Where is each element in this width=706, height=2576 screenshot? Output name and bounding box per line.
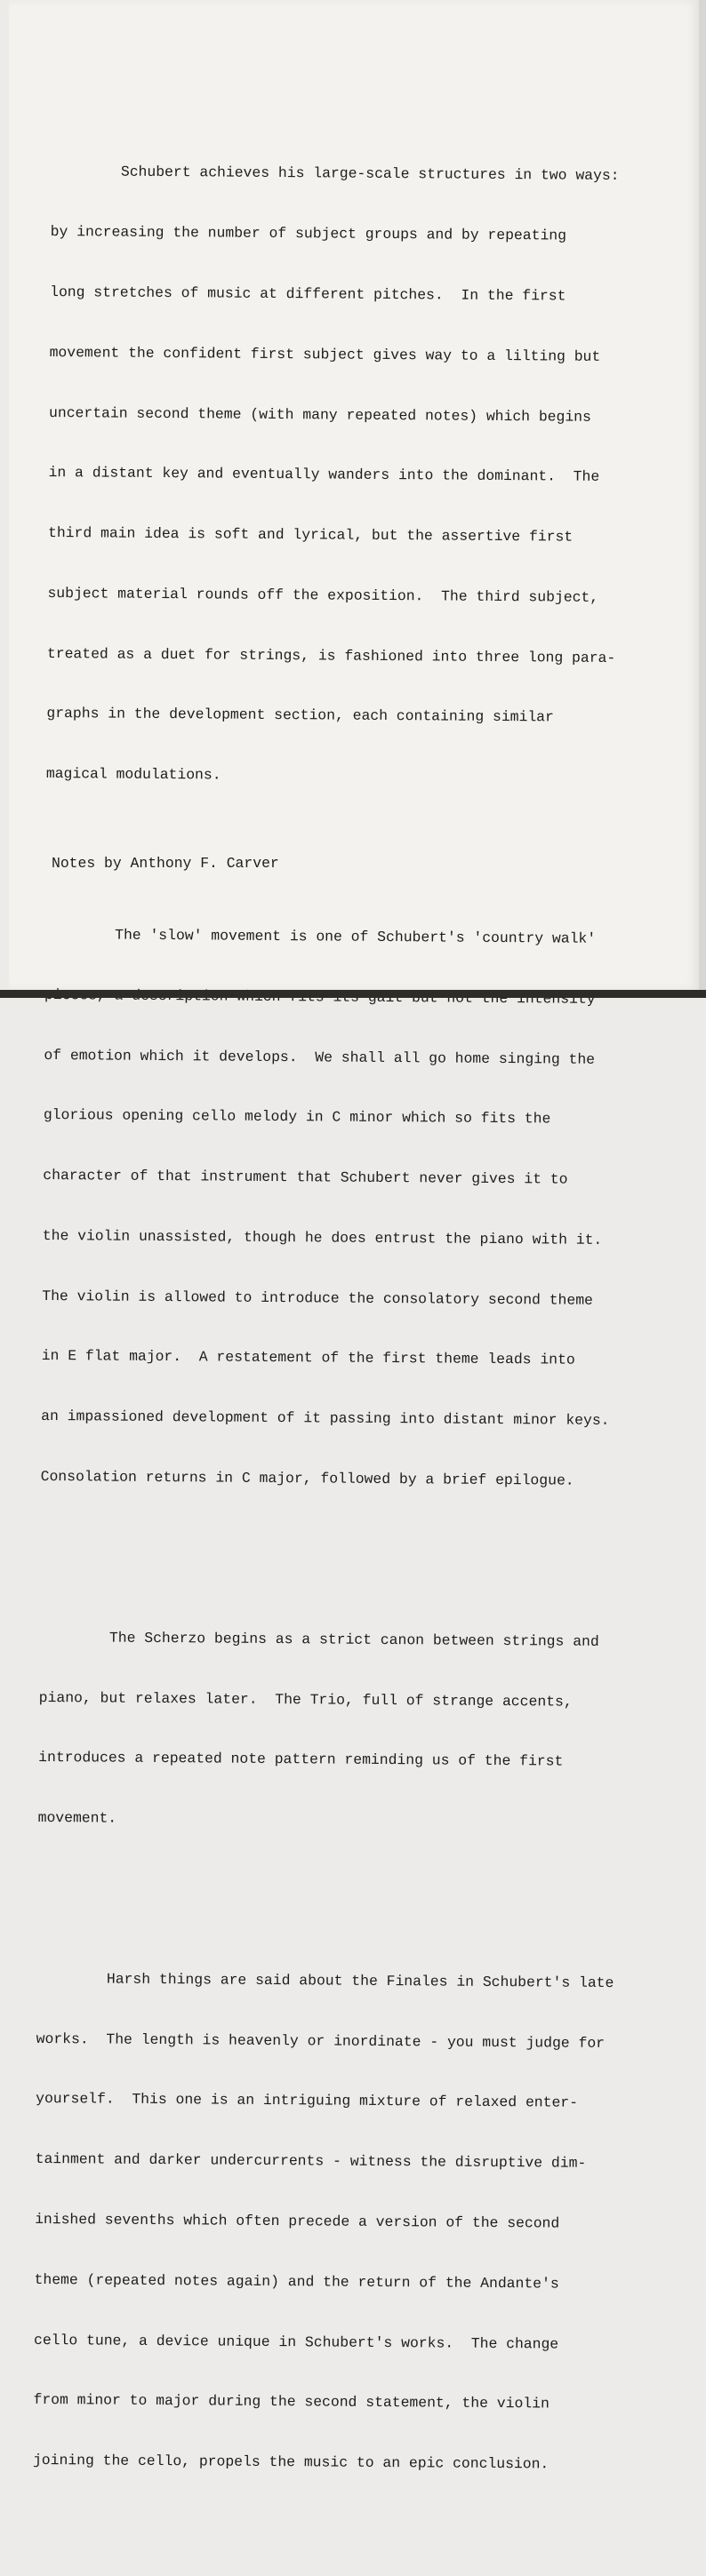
text-line: by increasing the number of subject groups and by repeating [50, 223, 567, 244]
text-line: introduces a repeated note pattern reminding us of the first [38, 1749, 564, 1770]
text-line: glorious opening cello melody in C minor which so fits the [43, 1106, 551, 1128]
text-line: tainment and darker undercurrents - witness the disruptive dim- [35, 2150, 587, 2172]
text-line: movement the confident first subject gives way to a lilting but [49, 343, 601, 365]
paragraph-3 [37, 1587, 694, 1873]
text-line: uncertain second theme (with many repeated notes) which begins [49, 403, 591, 426]
text-line: an impassioned development of it passing into distant minor keys. [41, 1408, 610, 1430]
text-line: long stretches of music at different pitches. In the first [50, 283, 566, 305]
paragraph-2 [40, 885, 700, 1533]
text-line: treated as a duet for strings, is fashioned into three long para- [46, 644, 616, 666]
text-line: in E flat major. A restatement of the first theme leads into [41, 1347, 575, 1369]
text-line: from minor to major during the second statement, the violin [33, 2391, 550, 2413]
text-line: character of that instrument that Schubert never gives it to [43, 1167, 568, 1188]
text-line: Harsh things are said about the Finales in Schubert's late [36, 1969, 614, 1991]
text-line: movement. [37, 1809, 117, 1827]
text-line: magical modulations. [45, 765, 221, 784]
paragraph-4 [33, 1929, 692, 2516]
page-edge-shadow [699, 0, 706, 998]
body-text [32, 82, 706, 2576]
text-line: The Scherzo begins as a strict canon between strings and [39, 1628, 599, 1650]
text-line: theme (repeated notes again) and the return of the Andante's [34, 2270, 559, 2293]
text-line: cello tune, a device unique in Schubert's works. The change [33, 2331, 559, 2353]
text-line: joining the cello, propels the music to an epic conclusion. [32, 2451, 550, 2473]
text-line: of emotion which it develops. We shall all go home singing the [44, 1046, 596, 1068]
author-credit: Notes by Anthony F. Carver [52, 855, 279, 872]
text-line: Schubert achieves his large-scale structures in two ways: [51, 163, 620, 185]
text-line: the violin unassisted, though he does entrust the piano with it. [42, 1226, 603, 1248]
text-line: Consolation returns in C major, followed by a brief epilogue. [40, 1467, 574, 1489]
text-line: piano, but relaxes later. The Trio, full of strange accents, [38, 1688, 573, 1711]
text-line: The violin is allowed to introduce the consolatory second theme [42, 1287, 593, 1309]
text-line: works. The length is heavenly or inordinate - you must judge for [36, 2030, 606, 2052]
page-bottom-edge [0, 990, 706, 998]
text-line: subject material rounds off the exposition. The third subject, [47, 584, 599, 606]
text-line: in a distant key and eventually wanders into the dominant. The [48, 464, 600, 486]
paragraph-1 [45, 122, 705, 830]
text-line: inished sevenths which often precede a version of the second [35, 2210, 560, 2232]
text-line: graphs in the development section, each containing similar [46, 705, 554, 726]
text-line: The 'slow' movement is one of Schubert's 'country walk' [44, 925, 597, 947]
document-page [9, 0, 699, 2473]
text-line: yourself. This one is an intriguing mixture of relaxed enter- [36, 2090, 579, 2112]
text-line: third main idea is soft and lyrical, but the assertive first [47, 524, 574, 546]
